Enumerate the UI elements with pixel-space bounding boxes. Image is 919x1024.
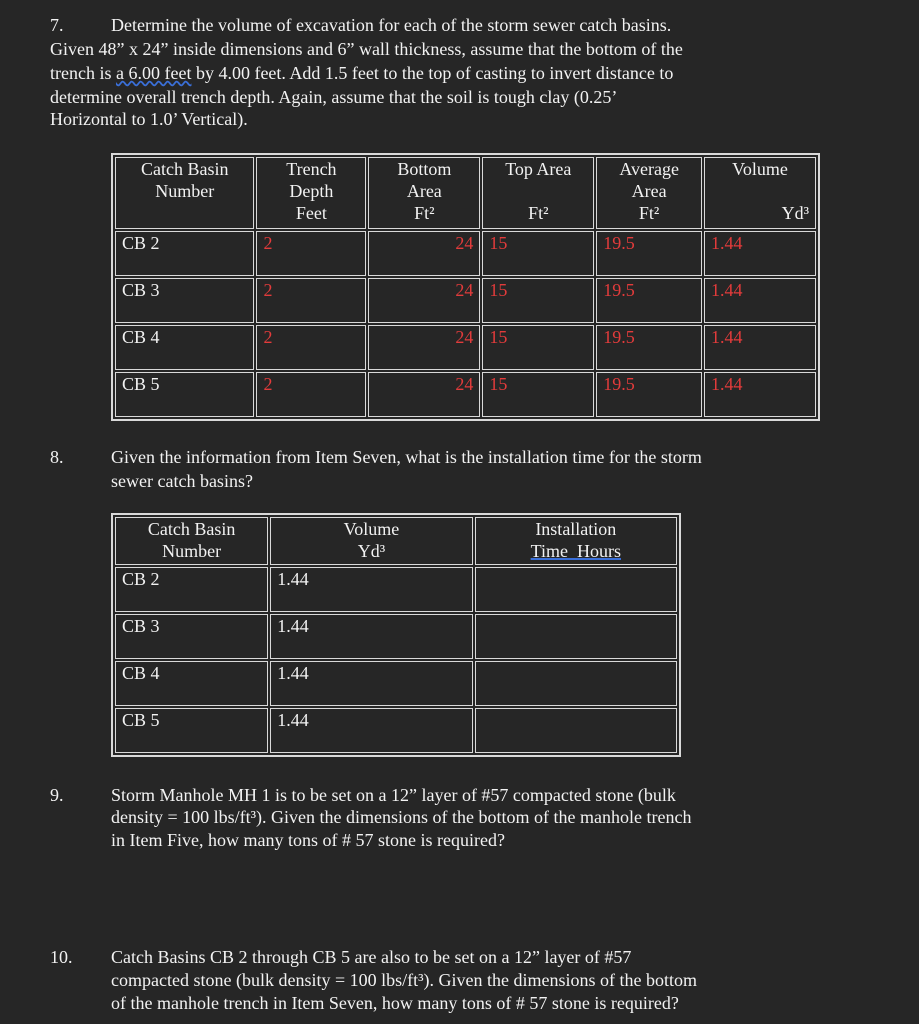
q7-volume-table bbox=[111, 153, 820, 421]
q7-line5: Horizontal to 1.0’ Vertical). bbox=[50, 109, 248, 129]
q9-line2: density = 100 lbs/ft³). Given the dimensions of the bottom of the manhole trench bbox=[111, 807, 692, 827]
q7-cell-cb: CB 2 bbox=[115, 231, 254, 276]
q8-cell-vol: 1.44 bbox=[270, 661, 472, 706]
q10-line1: Catch Basins CB 2 through CB 5 are also to be set on a 12” layer of #57 bbox=[111, 947, 632, 967]
q8-cell-cb: CB 3 bbox=[115, 614, 268, 659]
table-row bbox=[115, 614, 677, 659]
q7-cell-avg: 19.5 bbox=[596, 231, 702, 276]
q7-cell-depth: 2 bbox=[256, 325, 366, 370]
q8-header-installation-time: Installation Time Hours bbox=[475, 517, 677, 565]
table-row bbox=[115, 567, 677, 612]
q7-number: 7. bbox=[50, 15, 64, 35]
table-row bbox=[115, 325, 816, 370]
q7-cell-depth: 2 bbox=[256, 278, 366, 323]
table-row bbox=[115, 278, 816, 323]
q7-header-catch-basin: Catch Basin Number bbox=[115, 157, 254, 229]
table-row bbox=[115, 661, 677, 706]
q8-number: 8. bbox=[50, 447, 64, 467]
table-row bbox=[115, 708, 677, 753]
q7-cell-bottom: 24 bbox=[368, 231, 480, 276]
q7-cell-avg: 19.5 bbox=[596, 325, 702, 370]
q7-cell-depth: 2 bbox=[256, 372, 366, 417]
q8-header-volume: Volume Yd³ bbox=[270, 517, 472, 565]
q7-cell-cb: CB 3 bbox=[115, 278, 254, 323]
q8-cell-cb: CB 4 bbox=[115, 661, 268, 706]
q7-line3-end: by 4.00 feet. Add 1.5 feet to the top of casting to invert distance to bbox=[191, 63, 674, 83]
q8-header-catch-basin: Catch Basin Number bbox=[115, 517, 268, 565]
q9-number: 9. bbox=[50, 785, 64, 805]
q7-header-average-area: Average Area Ft² bbox=[596, 157, 702, 229]
table-row bbox=[115, 372, 816, 417]
q8-line2: sewer catch basins? bbox=[111, 471, 253, 491]
q7-cell-vol: 1.44 bbox=[704, 278, 816, 323]
q7-line2: Given 48” x 24” inside dimensions and 6” wall thickness, assume that the bottom of the bbox=[50, 39, 683, 59]
q7-cell-cb: CB 4 bbox=[115, 325, 254, 370]
q7-cell-bottom: 24 bbox=[368, 325, 480, 370]
q7-underlined-phrase: a 6.00 feet bbox=[115, 63, 192, 83]
q7-line1: Determine the volume of excavation for each of the storm sewer catch basins. bbox=[111, 15, 672, 35]
q7-cell-top: 15 bbox=[482, 325, 594, 370]
q7-cell-depth: 2 bbox=[256, 231, 366, 276]
q7-header-volume: Volume Yd³ bbox=[704, 157, 816, 229]
q9-line1: Storm Manhole MH 1 is to be set on a 12” layer of #57 compacted stone (bulk bbox=[111, 785, 676, 805]
q8-installation-table bbox=[111, 513, 681, 757]
q7-line3-start: trench is bbox=[50, 63, 116, 83]
q7-cell-vol: 1.44 bbox=[704, 325, 816, 370]
q10-line2: compacted stone (bulk density = 100 lbs/ft³). Given the dimensions of the bottom bbox=[111, 970, 697, 990]
q7-cell-avg: 19.5 bbox=[596, 372, 702, 417]
q7-header-trench-depth: Trench Depth Feet bbox=[256, 157, 366, 229]
table-row bbox=[115, 231, 816, 276]
q7-cell-top: 15 bbox=[482, 372, 594, 417]
q9-line3: in Item Five, how many tons of # 57 stone is required? bbox=[111, 830, 505, 850]
q7-cell-cb: CB 5 bbox=[115, 372, 254, 417]
q8-cell-time[interactable] bbox=[475, 661, 677, 706]
q8-cell-cb: CB 5 bbox=[115, 708, 268, 753]
q7-cell-vol: 1.44 bbox=[704, 231, 816, 276]
q7-header-row bbox=[115, 157, 816, 229]
q8-cell-vol: 1.44 bbox=[270, 708, 472, 753]
q8-cell-cb: CB 2 bbox=[115, 567, 268, 612]
q8-line1: Given the information from Item Seven, what is the installation time for the storm bbox=[111, 447, 702, 467]
q8-cell-vol: 1.44 bbox=[270, 614, 472, 659]
q8-cell-vol: 1.44 bbox=[270, 567, 472, 612]
q7-header-top-area: Top Area Ft² bbox=[482, 157, 594, 229]
q7-line3 bbox=[50, 62, 673, 84]
q7-cell-bottom: 24 bbox=[368, 372, 480, 417]
q8-cell-time[interactable] bbox=[475, 614, 677, 659]
q7-cell-top: 15 bbox=[482, 278, 594, 323]
q7-cell-top: 15 bbox=[482, 231, 594, 276]
q7-line4: determine overall trench depth. Again, assume that the soil is tough clay (0.25’ bbox=[50, 87, 618, 107]
q7-cell-bottom: 24 bbox=[368, 278, 480, 323]
q8-cell-time[interactable] bbox=[475, 567, 677, 612]
q7-header-bottom-area: Bottom Area Ft² bbox=[368, 157, 480, 229]
q8-header-row bbox=[115, 517, 677, 565]
q8-cell-time[interactable] bbox=[475, 708, 677, 753]
q7-cell-avg: 19.5 bbox=[596, 278, 702, 323]
q10-number: 10. bbox=[50, 947, 73, 967]
q7-cell-vol: 1.44 bbox=[704, 372, 816, 417]
q10-line3: of the manhole trench in Item Seven, how many tons of # 57 stone is required? bbox=[111, 993, 679, 1013]
